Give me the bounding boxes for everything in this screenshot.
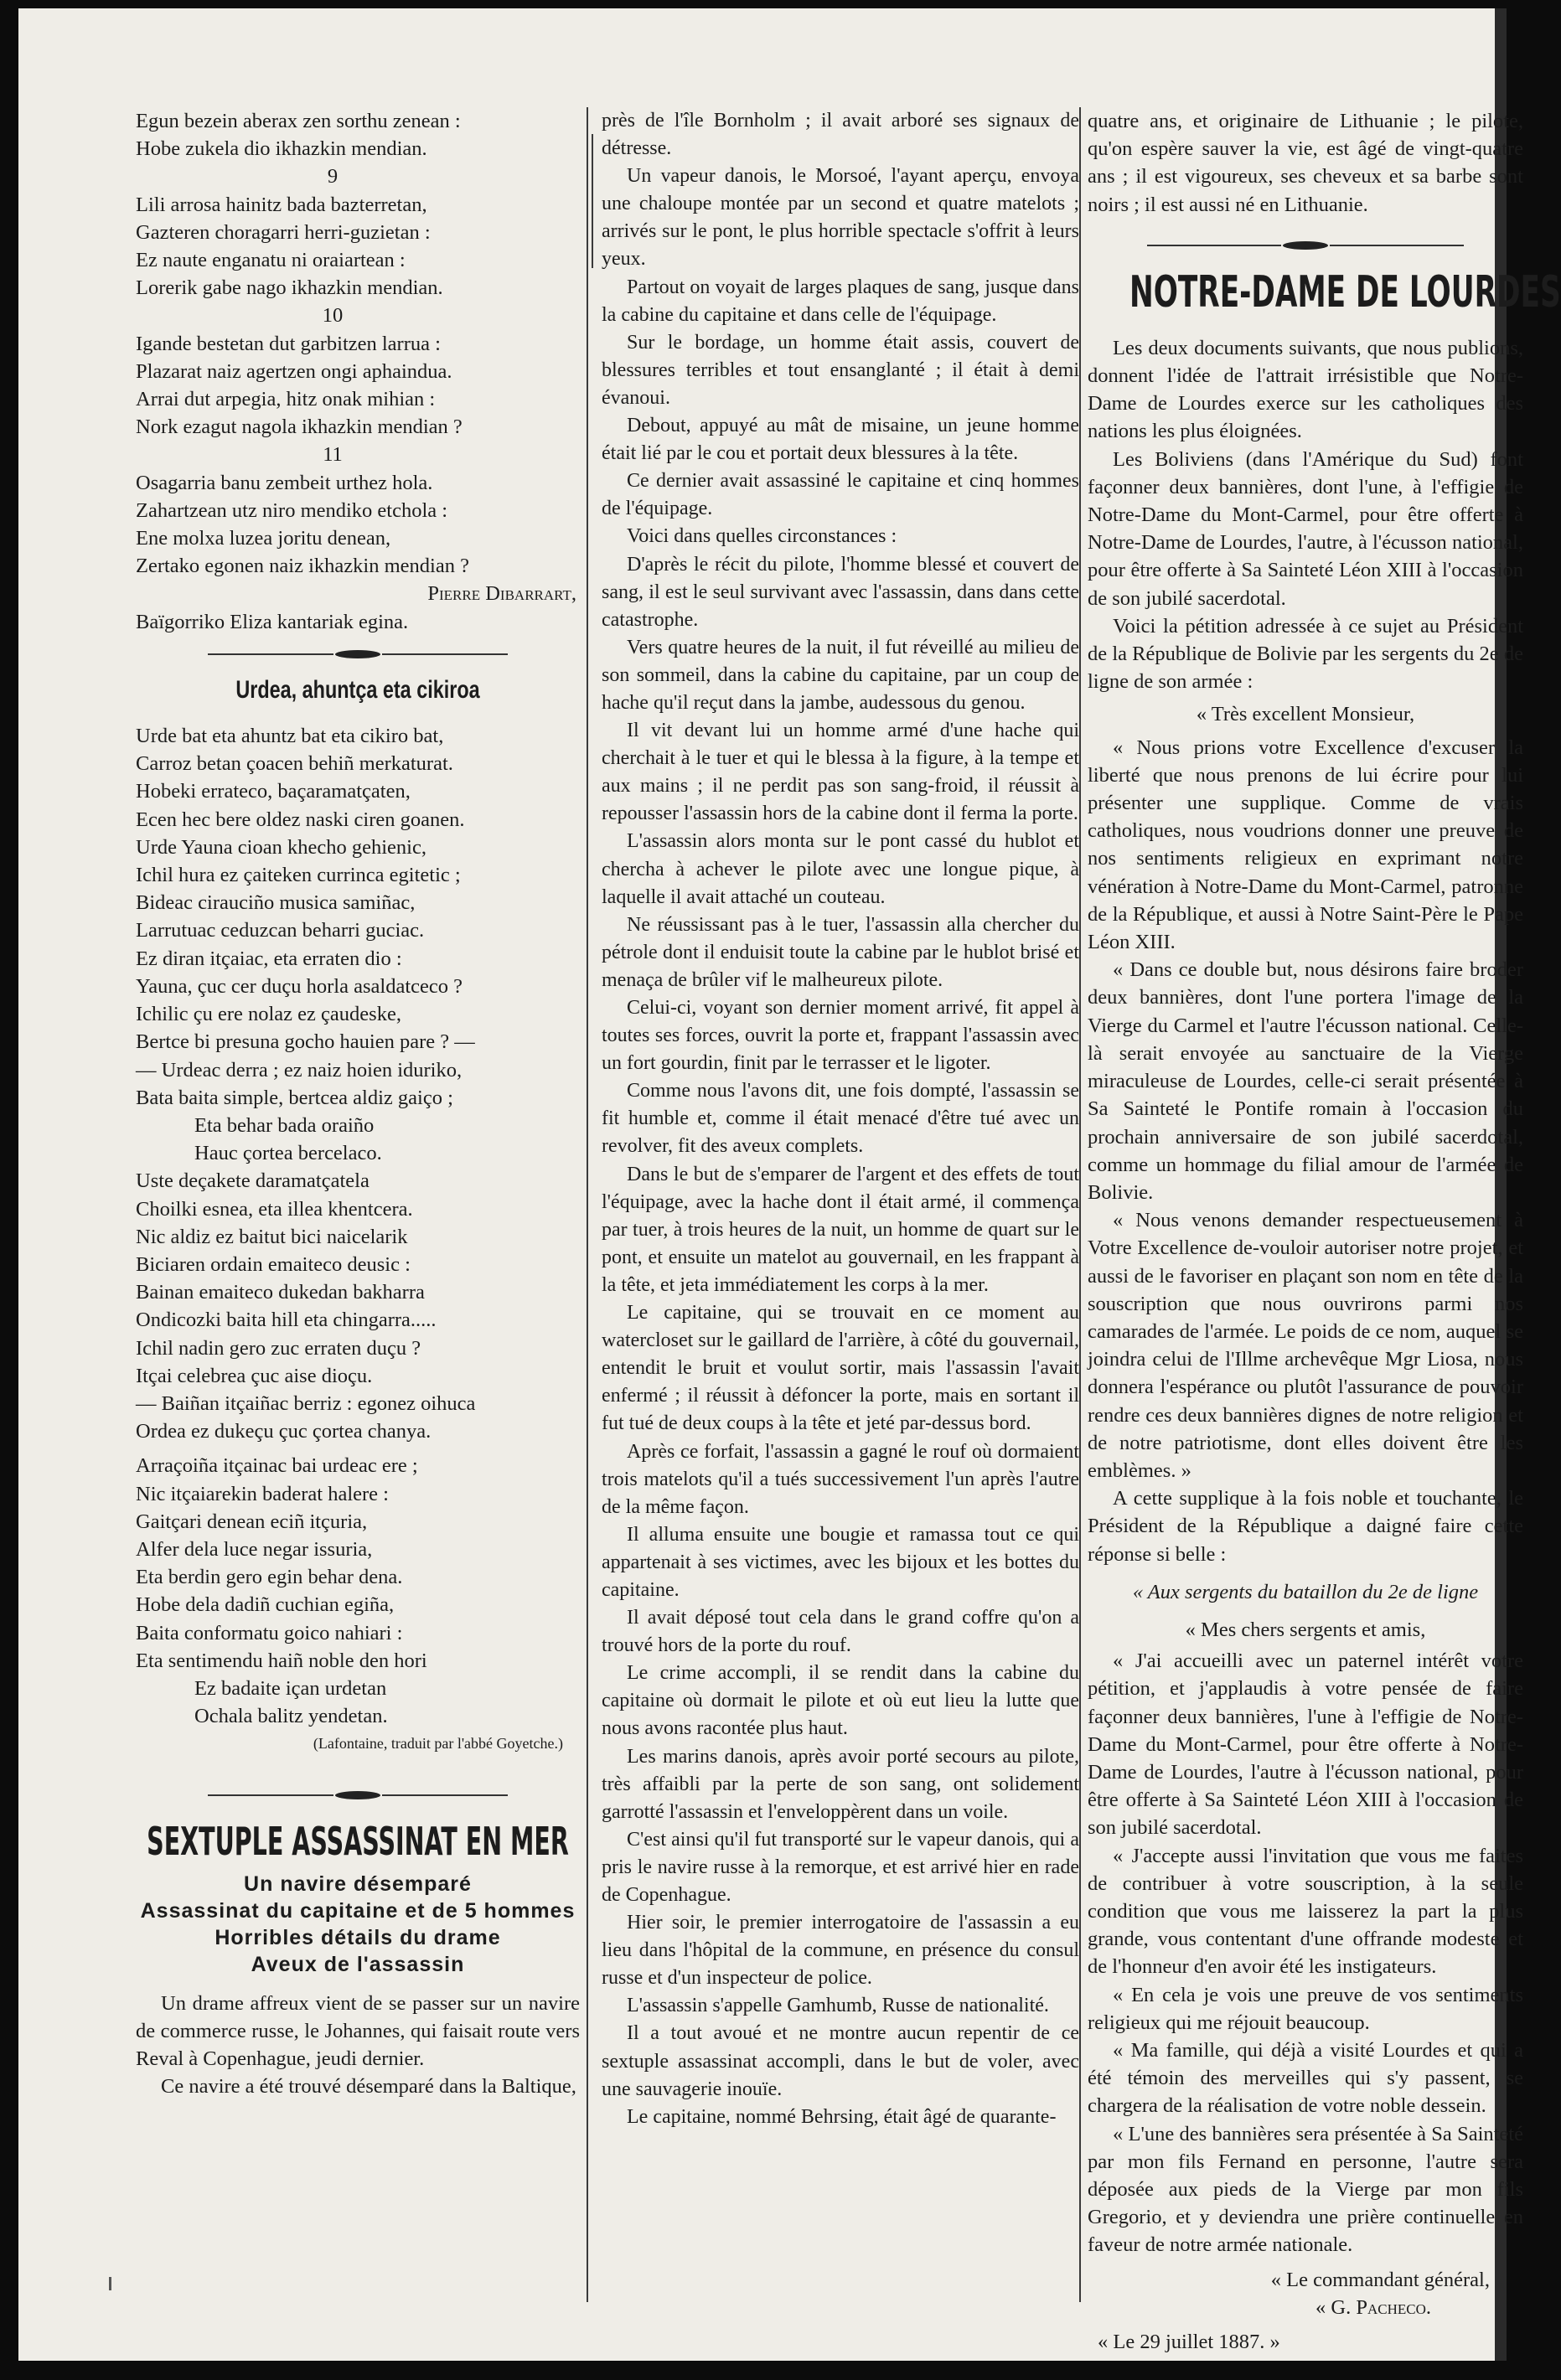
verse-line: Zertako egonen naiz ikhazkin mendian ? bbox=[136, 555, 469, 578]
verse-line: Bideac cirauciño musica samiñac, bbox=[136, 891, 416, 915]
fable-verses-indented bbox=[136, 1112, 580, 1167]
poem-stanza bbox=[136, 469, 580, 581]
verse-line: Bertce bi presuna gocho hauien pare ? — bbox=[136, 1030, 475, 1054]
article-paragraph: Un vapeur danois, le Morsoé, l'ayant aperçu, envoya une chaloupe montée par un second et quatre matelots ; arrivés sur le pont, le plus horrible spectacle s'offrit à leurs yeux. bbox=[602, 165, 1079, 271]
letter-date: « Le 29 juillet 1887. » bbox=[1098, 2331, 1280, 2354]
letter-salutation: « Très excellent Monsieur, bbox=[1196, 703, 1415, 726]
verse-line: Eta sentimendu haiñ noble den hori bbox=[136, 1649, 427, 1672]
article-paragraph: Ne réussissant pas à le tuer, l'assassin alla chercher du pétrole dont il enduisit toute la cabine par le hublot brisé et menaça de brûler vif le malheureux pilote. bbox=[602, 913, 1079, 991]
article-paragraph: Ce navire a été trouvé désemparé dans la Baltique, bbox=[161, 2075, 576, 2099]
verse-line: Osagarria banu zembeit urthez hola. bbox=[136, 471, 433, 494]
fable-verses bbox=[136, 722, 580, 1112]
article-paragraph: Dans le but de s'emparer de l'argent et des effets de tout l'équipage, avec la hache dont il était armé, il commença par tuer, à trois heures de la nuit, un homme de quart sur le pont, et ensuite un matelot au gouvernail, en les frappant à la tête, et jeta immédiatement les corps à la mer. bbox=[602, 1163, 1079, 1296]
letter-paragraph: « Dans ce double but, nous désirons faire broder deux bannières, dont l'une portera l'image de la Vierge du Carmel et l'autre l'écusson national. Celle-là serait envoyée au sanctuaire de la Vierge miraculeuse de Lourdes, celle-ci serait présentée à Sa Sainteté le Pontife romain à l'occasion du prochain anniversaire de son jubilé sacerdotal, comme un hommage du filial amour de l'armée de Bolivie. bbox=[1088, 958, 1523, 1204]
article-paragraph: Voici dans quelles circonstances : bbox=[627, 525, 897, 548]
article-body bbox=[1088, 734, 1523, 1568]
section-divider bbox=[1088, 234, 1523, 257]
letter-signature: « G. Pacheco. bbox=[1315, 2295, 1431, 2319]
verse-line: Zahartzean utz niro mendiko etchola : bbox=[136, 498, 448, 522]
article-paragraph: quatre ans, et originaire de Lithuanie ; le pilote, qu'on espère sauver la vie, est âgé de vingt-quatre ans ; il est vigoureux, ses cheveux et sa barbe sont noirs ; il est aussi né en Lithuanie. bbox=[1088, 110, 1523, 216]
article-paragraph: D'après le récit du pilote, l'homme blessé et couvert de sang, il est le seul survivant avec l'assassin, dans dans cette catastrophe. bbox=[602, 553, 1079, 631]
verse-line: Bainan emaiteco dukedan bakharra bbox=[136, 1281, 425, 1304]
verse-line: Eta berdin gero egin behar dena. bbox=[136, 1566, 403, 1589]
article-paragraph: Les Boliviens (dans l'Amérique du Sud) font façonner deux bannières, dont l'une, à l'effigie de Notre-Dame du Mont-Carmel, pour être offerte à Notre-Dame de Lourdes, l'autre, à l'écusson national, pour être offerte à Sa Sainteté Léon XIII à l'occasion de son jubilé sacerdotal. bbox=[1088, 447, 1523, 610]
page-mark bbox=[109, 2277, 111, 2290]
verse-line: Ichil nadin gero zuc erraten duçu ? bbox=[136, 1336, 421, 1360]
verse-line: Ez naute enganatu ni oraiartean : bbox=[136, 249, 406, 272]
verse-line: Ochala balitz yendetan. bbox=[194, 1705, 388, 1728]
verse-line: Ondicozki baita hill eta chingarra..... bbox=[136, 1309, 437, 1332]
article-body bbox=[602, 107, 1079, 2131]
article-body bbox=[1088, 1647, 1523, 2259]
letter-paragraph: « L'une des bannières sera présentée à Sa Sainteté par mon fils Fernand en personne, l'autre sera déposée aux pieds de la Vierge par mon fils Gregorio, et y deviendra une prière continuelle en faveur de notre armée nationale. bbox=[1088, 2122, 1523, 2257]
verse-line: Hobe zukela dio ikhazkin mendian. bbox=[136, 137, 427, 161]
article-paragraph: Le capitaine, qui se trouvait en ce moment au watercloset sur le gaillard de l'arrière, à côté du gouvernail, entendit le bruit et voulut sortir, mais l'assassin l'avait enfermé ; il réussit à défoncer la porte, mais en sortant il fut tué de deux coups à la tête et jeté par-dessus bord. bbox=[602, 1302, 1079, 1435]
fable-verses-indented bbox=[136, 1675, 580, 1730]
letter-salutation: « Mes chers sergents et amis, bbox=[1185, 1618, 1426, 1641]
fable-verses bbox=[136, 1167, 580, 1445]
article-paragraph: Voici la pétition adressée à ce sujet au Président de la République de Bolivie par les sergents du 2e de ligne de son armée : bbox=[1088, 614, 1523, 694]
letter-signoff: « Le commandant général, bbox=[1270, 2268, 1490, 2291]
article-paragraph: Il vit devant lui un homme armé d'une hache qui cherchait à le tuer et qui le blessa à la figure, à la tempe et aux mains ; il ne perdit pas son sang-froid, il réussit à repousser l'assassin hors de la cabine dont il ferma la porte. bbox=[602, 720, 1079, 825]
verse-line: Larrutuac ceduzcan beharri guciac. bbox=[136, 919, 425, 942]
article-subheading: Aveux de l'assassin bbox=[251, 1952, 465, 1976]
article-paragraph: Le capitaine, nommé Behrsing, était âgé de quarante- bbox=[627, 2105, 1057, 2128]
verse-line: Gaitçari denean eciñ itçuria, bbox=[136, 1510, 368, 1533]
article-paragraph: Vers quatre heures de la nuit, il fut réveillé au milieu de son sommeil, dans la cabine du capitaine, par un coup de hache qu'il reçut dans la jambe, audessous du genou. bbox=[602, 636, 1079, 714]
verse-line: Egun bezein aberax zen sorthu zenean : bbox=[136, 110, 461, 132]
verse-line: Yauna, çuc cer duçu horla asaldatceco ? bbox=[136, 974, 463, 998]
section-divider bbox=[136, 1784, 580, 1807]
verse-line: Igande bestetan dut garbitzen larrua : bbox=[136, 332, 441, 355]
fable-attribution: (Lafontaine, traduit par l'abbé Goyetche.) bbox=[313, 1735, 563, 1753]
article-paragraph: Partout on voyait de larges plaques de sang, jusque dans la cabine du capitaine et dans celle de l'équipage. bbox=[602, 276, 1079, 326]
stanza-number: 11 bbox=[323, 443, 343, 467]
poem-signature-place: Baïgorriko Eliza kantariak egina. bbox=[136, 610, 409, 633]
letter-paragraph: « En cela je vois une preuve de vos sentiments religieux qui me réjouit beaucoup. bbox=[1088, 1983, 1523, 2034]
verse-line: Arrai dut arpegia, hitz onak mihian : bbox=[136, 388, 436, 411]
poem-stanza bbox=[136, 191, 580, 302]
verse-line: Ez badaite içan urdetan bbox=[194, 1676, 387, 1700]
verse-line: Gazteren choragarri herri-guzietan : bbox=[136, 220, 431, 244]
verse-line: — Baiñan itçaiñac berriz : egonez oihuca bbox=[136, 1391, 476, 1415]
letter-address: « Aux sergents du bataillon du 2e de ligne bbox=[1132, 1580, 1479, 1603]
article-paragraph: Les deux documents suivants, que nous publions, donnent l'idée de l'attrait irrésistible que Notre-Dame de Lourdes exerce sur les catholiques des nations les plus éloignées. bbox=[1088, 336, 1523, 443]
verse-line: Choilki esnea, eta illea khentcera. bbox=[136, 1197, 413, 1221]
verse-line: Carroz betan çoacen behiñ merkaturat. bbox=[136, 752, 453, 776]
section-divider bbox=[136, 643, 580, 666]
article-paragraph: Il a tout avoué et ne montre aucun repentir de ce sextuple assassinat accompli, dans le but de voler, avec une sauvagerie inouïe. bbox=[602, 2022, 1079, 2100]
verse-line: Hobe dela dadiñ cuchian egiña, bbox=[136, 1593, 395, 1617]
column-2 bbox=[602, 107, 1079, 2131]
verse-line: Alfer dela luce negar issuria, bbox=[136, 1537, 373, 1561]
article-paragraph: Un drame affreux vient de se passer sur un navire de commerce russe, le Johannes, qui faisait route vers Reval à Copenhague, jeudi dernier. bbox=[136, 1991, 580, 2070]
article-paragraph: Debout, appuyé au mât de misaine, un jeune homme était lié par le cou et portait deux blessures à la tête. bbox=[602, 415, 1079, 465]
verse-line: Baita conformatu goico nahiari : bbox=[136, 1621, 403, 1644]
article-subheading: Horribles détails du drame bbox=[215, 1925, 501, 1949]
fable-title: Urdea, ahuntça eta cikiroa bbox=[235, 675, 480, 704]
article-subheadings bbox=[136, 1871, 580, 1978]
column-1 bbox=[136, 107, 580, 2100]
poem-signature: Pierre Dibarrart, bbox=[427, 582, 576, 606]
stanza-number: 10 bbox=[322, 304, 344, 328]
verse-line: Ecen hec bere oldez naski ciren goanen. bbox=[136, 808, 465, 831]
article-paragraph: Après ce forfait, l'assassin a gagné le rouf où dormaient trois matelots qu'il a tués successivement l'un après l'autre de la même façon. bbox=[602, 1440, 1079, 1518]
verse-line: Hauc çortea bercelaco. bbox=[194, 1142, 382, 1165]
verse-line: Nic aldiz ez baitut bici naicelarik bbox=[136, 1225, 408, 1248]
verse-line: Nork ezagut nagola ikhazkin mendian ? bbox=[136, 416, 463, 439]
verse-line: Arraçoiña itçainac bai urdeac ere ; bbox=[136, 1454, 418, 1478]
verse-line: Lorerik gabe nago ikhazkin mendian. bbox=[136, 276, 443, 300]
article-paragraph: Il avait déposé tout cela dans le grand coffre qu'on a trouvé hors de la porte du rouf. bbox=[602, 1607, 1079, 1657]
verse-line: Uste deçakete daramatçatela bbox=[136, 1169, 370, 1193]
verse-line: Ichil hura ez çaiteken currinca egitetic ; bbox=[136, 864, 461, 887]
verse-line: Biciaren ordain emaiteco deusic : bbox=[136, 1252, 411, 1276]
article-subheading: Assassinat du capitaine et de 5 hommes bbox=[140, 1898, 576, 1923]
verse-line: Ordea ez dukeçu çuc çortea chanya. bbox=[136, 1420, 432, 1443]
verse-line: Lili arrosa hainitz bada bazterretan, bbox=[136, 193, 427, 216]
column-rule-left bbox=[587, 107, 588, 2302]
article-paragraph: L'assassin alors monta sur le pont cassé du hublot et chercha à achever le pilote avec une longue pique, à laquelle il avait attaché un couteau. bbox=[602, 830, 1079, 908]
article-paragraph: Sur le bordage, un homme était assis, couvert de blessures terribles et tout ensanglanté ; il était à demi évanoui. bbox=[602, 331, 1079, 409]
poem-stanza bbox=[136, 330, 580, 441]
verse-line: Bata baita simple, bertcea aldiz gaiço ; bbox=[136, 1086, 453, 1109]
column-rule-mark bbox=[592, 134, 593, 268]
article-paragraph: Comme nous l'avons dit, une fois dompté, l'assassin se fit humble et, comme il était menacé d'être tué avec un revolver, fit des aveux complets. bbox=[602, 1080, 1079, 1158]
article-headline: NOTRE-DAME DE LOURDES bbox=[1129, 266, 1561, 318]
article-headline: SEXTUPLE ASSASSINAT EN MER bbox=[147, 1818, 569, 1864]
letter-paragraph: « Ma famille, qui déjà a visité Lourdes et qui a été témoin des merveilles qui s'y passent, se chargera de la réalisation de votre noble dessein. bbox=[1088, 2039, 1523, 2118]
verse-line: Ez diran itçaiac, eta erraten dio : bbox=[136, 947, 402, 970]
verse-line: Urde Yauna cioan khecho gehienic, bbox=[136, 835, 426, 859]
letter-paragraph: « Nous venons demander respectueusement à Votre Excellence de-vouloir autoriser notre projet, et aussi de le favoriser en plaçant son nom en tête de la souscription que nous ouvrirons parmi nos camarades de l'armée. Le poids de ce nom, auquel se joindra celui de l'Illme archevêque Mgr Liosa, nous donnera l'espérance ou plutôt l'assurance de pouvoir rendre ces deux bannières dignes de notre religion et de notre patriotisme, dont elles doivent être les emblèmes. » bbox=[1088, 1209, 1523, 1482]
poem-stanza bbox=[136, 107, 580, 163]
verse-line: Eta behar bada oraiño bbox=[194, 1113, 375, 1137]
article-paragraph: L'assassin s'appelle Gamhumb, Russe de nationalité. bbox=[627, 1995, 1049, 2017]
letter-paragraph: A cette supplique à la fois noble et touchante, le Président de la République a daigné faire cette réponse si belle : bbox=[1088, 1487, 1523, 1566]
column-rule-right bbox=[1079, 107, 1081, 2302]
article-paragraph: Ce dernier avait assassiné le capitaine et cinq hommes de l'équipage. bbox=[602, 470, 1079, 520]
verse-line: Itçai celebrea çuc aise dioçu. bbox=[136, 1364, 373, 1387]
stanza-number: 9 bbox=[327, 165, 339, 188]
article-subheading: Un navire désemparé bbox=[244, 1871, 472, 1896]
letter-paragraph: « J'ai accueilli avec un paternel intérêt votre pétition, et j'applaudis à votre pensée de faire façonner deux bannières, l'une à l'effigie de Notre-Dame du Mont-Carmel, pour être offerte à Notre-Dame de Lourdes, l'autre à l'écusson national, pour être offerte à Sa Sainteté Léon XIII à l'occasion de son jubilé sacerdotal. bbox=[1088, 1649, 1523, 1840]
article-paragraph: Celui-ci, voyant son dernier moment arrivé, fit appel à toutes ses forces, ouvrit la porte et, frappant l'assassin avec un fort gourdin, finit par le terrasser et le ligoter. bbox=[602, 997, 1079, 1075]
article-body bbox=[1088, 334, 1523, 696]
verse-line: Ichilic çu ere nolaz ez çaudeske, bbox=[136, 1003, 401, 1026]
verse-line: Nic itçaiarekin baderat halere : bbox=[136, 1482, 389, 1505]
article-paragraph: Il alluma ensuite une bougie et ramassa tout ce qui appartenait à ses victimes, avec les bijoux et les bottes du capitaine. bbox=[602, 1523, 1079, 1601]
article-paragraph: C'est ainsi qu'il fut transporté sur le vapeur danois, qui a pris le navire russe à la remorque, et est arrivé hier en rade de Copenhague. bbox=[602, 1828, 1079, 1906]
letter-paragraph: « Nous prions votre Excellence d'excuser la liberté que nous prenons de lui écrire pour lui présenter une supplique. Comme de vrais catholiques, nous voudrions donner une preuve de nos sentiments religieux en exprimant notre vénération à Notre-Dame du Mont-Carmel, patronne de la République, et aussi à Notre Saint-Père le Pape Léon XIII. bbox=[1088, 736, 1523, 954]
verse-line: Plazarat naiz agertzen ongi aphaindua. bbox=[136, 359, 452, 383]
article-paragraph: Hier soir, le premier interrogatoire de l'assassin a eu lieu dans l'hôpital de la commune, en présence du consul russe et d'un inspecteur de police. bbox=[602, 1912, 1079, 1990]
letter-paragraph: « J'accepte aussi l'invitation que vous me faites de contribuer à votre souscription, à la seule condition que vous me laisserez la part la plus grande, vous contentant d'une offrande modeste et de l'honneur d'en avoir été les instigateurs. bbox=[1088, 1844, 1523, 1979]
article-paragraph: Le crime accompli, il se rendit dans la cabine du capitaine où dormait le pilote et où eut lieu la lutte que nous avons racontée plus haut. bbox=[602, 1662, 1079, 1740]
column-3 bbox=[1088, 107, 1561, 2356]
newspaper-page bbox=[18, 8, 1561, 2361]
verse-line: Ene molxa luzea joritu denean, bbox=[136, 527, 391, 550]
fable-verses bbox=[136, 1452, 580, 1675]
article-paragraph: Les marins danois, après avoir porté secours au pilote, très affaibli par la perte de son sang, ont solidement garrotté l'assassin et l'enveloppèrent dans un voile. bbox=[602, 1745, 1079, 1823]
verse-line: Urde bat eta ahuntz bat eta cikiro bat, bbox=[136, 725, 444, 748]
verse-line: Hobeki errateco, baçaramatçaten, bbox=[136, 780, 411, 803]
verse-line: — Urdeac derra ; ez naiz hoien iduriko, bbox=[136, 1058, 463, 1082]
article-paragraph: près de l'île Bornholm ; il avait arboré ses signaux de détresse. bbox=[602, 110, 1079, 160]
